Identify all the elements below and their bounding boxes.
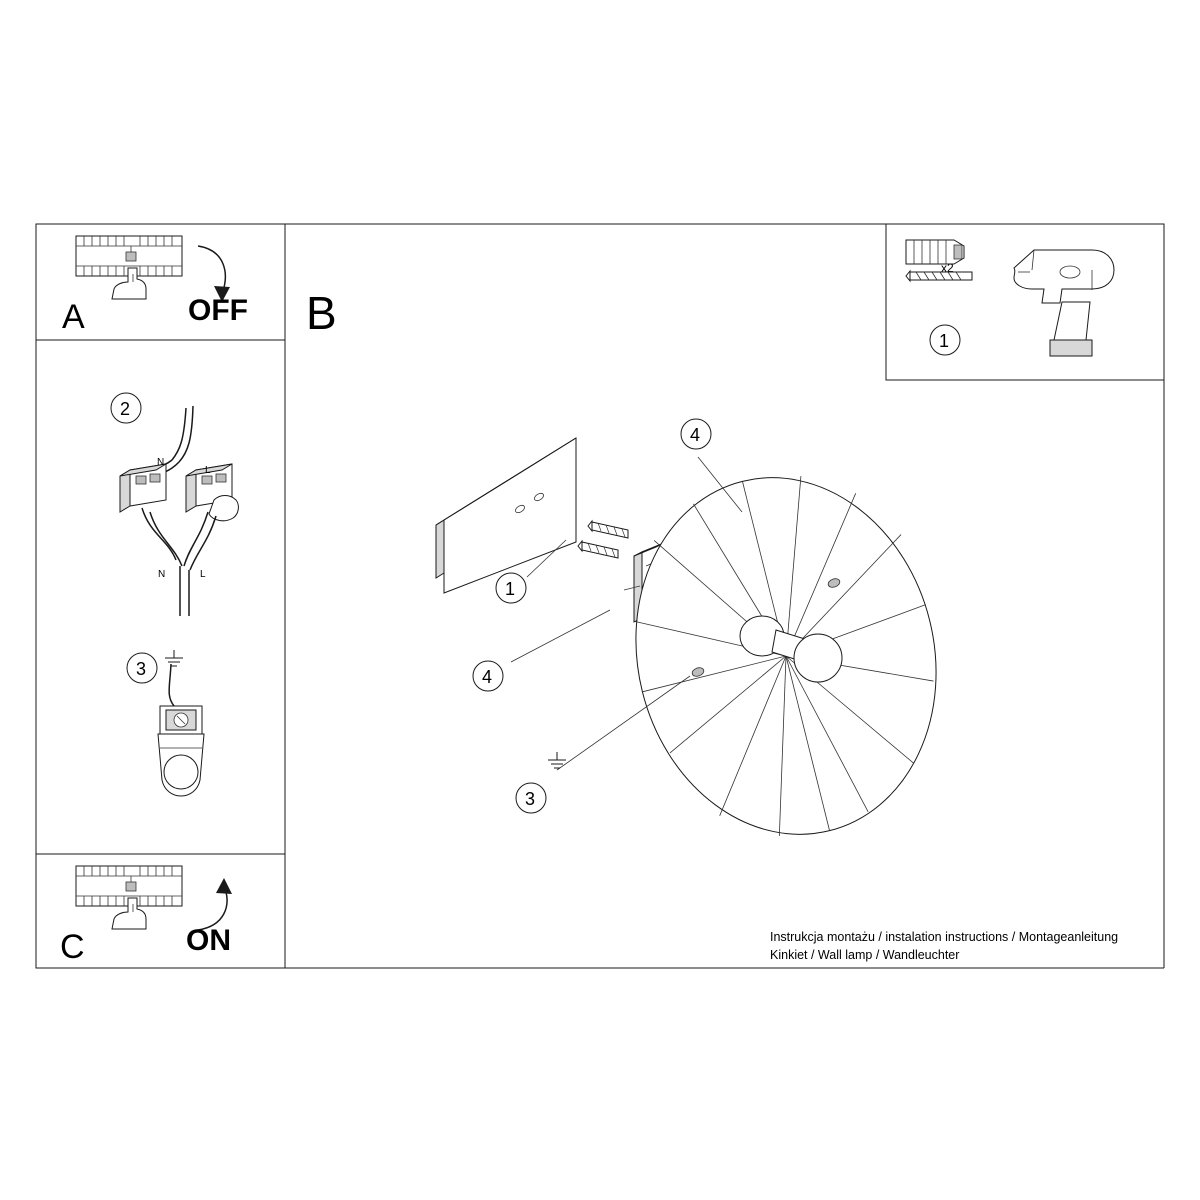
wall-plug-icon bbox=[906, 240, 964, 264]
terminal-block-icon bbox=[120, 406, 238, 616]
mount-bracket-number: 1 bbox=[505, 579, 516, 599]
step-wiring-number: 2 bbox=[120, 399, 131, 419]
panel-a-letter: A bbox=[62, 298, 85, 336]
mount-earth-number: 3 bbox=[525, 789, 536, 809]
terminal-label-n-bottom: N bbox=[158, 569, 166, 580]
lamp-socket-icon bbox=[158, 664, 204, 796]
step-earth-number: 3 bbox=[136, 659, 147, 679]
panel-c-letter: C bbox=[60, 928, 85, 966]
caption-line-2: Kinkiet / Wall lamp / Wandleuchter bbox=[770, 948, 960, 962]
screw-icon-upper bbox=[588, 521, 628, 538]
earth-ground-icon-step3 bbox=[165, 650, 183, 666]
panel-c-action-label: ON bbox=[186, 924, 231, 957]
panel-a-action-label: OFF bbox=[188, 294, 248, 327]
wall-plate-icon bbox=[436, 438, 576, 593]
shade-disc-icon bbox=[599, 446, 973, 867]
mount-shade-number-left: 4 bbox=[482, 667, 493, 687]
mount-shade-number-top: 4 bbox=[690, 425, 701, 445]
parts-quantity-label: x2 bbox=[941, 261, 954, 275]
terminal-label-n-top: N bbox=[157, 457, 165, 468]
screw-icon-lower bbox=[578, 541, 618, 558]
terminal-label-l-top: L bbox=[205, 465, 211, 476]
screw-icon bbox=[906, 271, 972, 281]
panel-b-letter: B bbox=[306, 287, 337, 339]
parts-step-number: 1 bbox=[939, 331, 950, 351]
caption-line-1: Instrukcja montażu / instalation instructions / Montageanleitung bbox=[770, 930, 1119, 944]
terminal-label-l-bottom: L bbox=[200, 569, 206, 580]
